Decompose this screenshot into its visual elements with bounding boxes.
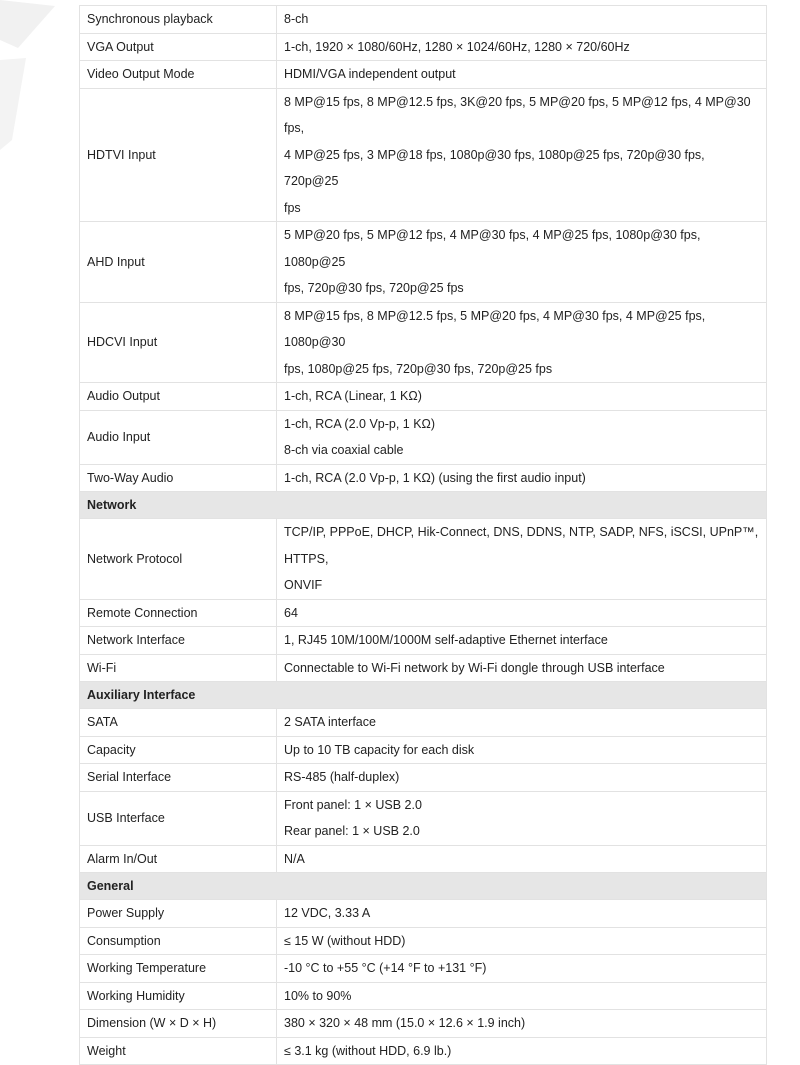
spec-value xyxy=(277,383,767,411)
spec-value xyxy=(277,654,767,682)
spec-value-line: 10% to 90% xyxy=(284,988,352,1003)
spec-label: Power Supply xyxy=(80,900,277,928)
spec-value xyxy=(277,764,767,792)
spec-value xyxy=(277,519,767,600)
spec-row xyxy=(80,61,767,89)
spec-value-line: TCP/IP, PPPoE, DHCP, Hik-Connect, DNS, DDNS, NTP, SADP, NFS, iSCSI, UPnP™, HTTPS, xyxy=(284,525,759,566)
spec-label: HDTVI Input xyxy=(80,88,277,222)
spec-row xyxy=(80,627,767,655)
spec-row xyxy=(80,88,767,222)
spec-row xyxy=(80,383,767,411)
spec-value xyxy=(277,791,767,845)
spec-value xyxy=(277,845,767,873)
spec-label: Working Temperature xyxy=(80,955,277,983)
spec-value xyxy=(277,736,767,764)
spec-label: Weight xyxy=(80,1037,277,1065)
spec-row xyxy=(80,982,767,1010)
spec-value-line: 12 VDC, 3.33 A xyxy=(284,906,371,920)
spec-label: Dimension (W × D × H) xyxy=(80,1010,277,1038)
spec-value-line: ≤ 3.1 kg (without HDD, 6.9 lb.) xyxy=(284,1043,452,1058)
spec-row xyxy=(80,33,767,61)
spec-row xyxy=(80,927,767,955)
spec-value-line: Up to 10 TB capacity for each disk xyxy=(284,742,475,757)
spec-value-line: ≤ 15 W (without HDD) xyxy=(284,933,406,948)
spec-label: Audio Output xyxy=(80,383,277,411)
spec-label: Video Output Mode xyxy=(80,61,277,89)
spec-row xyxy=(80,519,767,600)
spec-value-line: 5 MP@20 fps, 5 MP@12 fps, 4 MP@30 fps, 4 MP@25 fps, 1080p@30 fps, 1080p@25 xyxy=(284,228,701,269)
spec-row xyxy=(80,955,767,983)
spec-value-line: -10 °C to +55 °C (+14 °F to +131 °F) xyxy=(284,961,487,975)
spec-value xyxy=(277,927,767,955)
spec-value xyxy=(277,709,767,737)
spec-value xyxy=(277,33,767,61)
spec-label: Alarm In/Out xyxy=(80,845,277,873)
spec-label: Serial Interface xyxy=(80,764,277,792)
spec-value-line: 8-ch via coaxial cable xyxy=(284,443,404,457)
spec-value xyxy=(277,61,767,89)
spec-row xyxy=(80,900,767,928)
spec-label: Wi-Fi xyxy=(80,654,277,682)
spec-value-line: fps, 1080p@25 fps, 720p@30 fps, 720p@25 fps xyxy=(284,361,553,376)
spec-row xyxy=(80,6,767,34)
spec-value-line: 1, RJ45 10M/100M/1000M self-adaptive Ethernet interface xyxy=(284,633,608,647)
spec-row xyxy=(80,410,767,464)
spec-row xyxy=(80,791,767,845)
spec-row xyxy=(80,845,767,873)
section-header-row xyxy=(80,492,767,519)
spec-value-line: 64 xyxy=(284,605,298,620)
section-title: General xyxy=(80,873,767,900)
spec-value-line: 1-ch, RCA (Linear, 1 KΩ) xyxy=(284,389,422,403)
spec-row xyxy=(80,1037,767,1065)
spec-value-line: 2 SATA interface xyxy=(284,715,376,729)
spec-label: Remote Connection xyxy=(80,599,277,627)
spec-row xyxy=(80,1010,767,1038)
spec-label: VGA Output xyxy=(80,33,277,61)
spec-value xyxy=(277,599,767,627)
spec-value-line: 1-ch, RCA (2.0 Vp-p, 1 KΩ) (using the first audio input) xyxy=(284,470,586,485)
spec-table-body xyxy=(80,6,767,1065)
spec-label: Network Interface xyxy=(80,627,277,655)
spec-label: SATA xyxy=(80,709,277,737)
spec-value-line: Rear panel: 1 × USB 2.0 xyxy=(284,824,420,838)
spec-row xyxy=(80,709,767,737)
spec-value-line: HDMI/VGA independent output xyxy=(284,67,456,81)
spec-label: HDCVI Input xyxy=(80,302,277,383)
spec-row xyxy=(80,222,767,303)
spec-row xyxy=(80,654,767,682)
spec-value xyxy=(277,982,767,1010)
spec-value xyxy=(277,627,767,655)
spec-value-line: 380 × 320 × 48 mm (15.0 × 12.6 × 1.9 inch) xyxy=(284,1016,526,1030)
spec-value-line: 4 MP@25 fps, 3 MP@18 fps, 1080p@30 fps, 1080p@25 fps, 720p@30 fps, 720p@25 xyxy=(284,147,705,188)
spec-value-line: Connectable to Wi-Fi network by Wi-Fi dongle through USB interface xyxy=(284,660,665,675)
spec-value-line: fps xyxy=(284,200,301,215)
spec-value xyxy=(277,955,767,983)
spec-value-line: RS-485 (half-duplex) xyxy=(284,770,400,784)
spec-label: Two-Way Audio xyxy=(80,464,277,492)
spec-value-line: 1-ch, RCA (2.0 Vp-p, 1 KΩ) xyxy=(284,416,436,431)
section-header-row xyxy=(80,873,767,900)
spec-value xyxy=(277,302,767,383)
spec-value-line: 8 MP@15 fps, 8 MP@12.5 fps, 5 MP@20 fps, 4 MP@30 fps, 4 MP@25 fps, 1080p@30 xyxy=(284,308,706,349)
spec-value-line: N/A xyxy=(284,851,305,866)
spec-label: Network Protocol xyxy=(80,519,277,600)
spec-value xyxy=(277,6,767,34)
spec-value-line: Front panel: 1 × USB 2.0 xyxy=(284,797,422,812)
spec-label: Working Humidity xyxy=(80,982,277,1010)
spec-row xyxy=(80,464,767,492)
spec-row xyxy=(80,599,767,627)
spec-value-line: fps, 720p@30 fps, 720p@25 fps xyxy=(284,281,464,295)
spec-row xyxy=(80,764,767,792)
spec-label: Audio Input xyxy=(80,410,277,464)
spec-value-line: 1-ch, 1920 × 1080/60Hz, 1280 × 1024/60Hz, 1280 × 720/60Hz xyxy=(284,39,630,54)
spec-label: USB Interface xyxy=(80,791,277,845)
spec-value-line: 8-ch xyxy=(284,12,309,26)
spec-value xyxy=(277,1010,767,1038)
spec-value xyxy=(277,900,767,928)
spec-row xyxy=(80,302,767,383)
spec-value-line: 8 MP@15 fps, 8 MP@12.5 fps, 3K@20 fps, 5 MP@20 fps, 5 MP@12 fps, 4 MP@30 fps, xyxy=(284,94,751,135)
spec-value xyxy=(277,410,767,464)
spec-value xyxy=(277,88,767,222)
spec-label: Consumption xyxy=(80,927,277,955)
spec-label: Synchronous playback xyxy=(80,6,277,34)
spec-value-line: ONVIF xyxy=(284,578,323,592)
spec-label: Capacity xyxy=(80,736,277,764)
watermark-logo xyxy=(0,0,70,160)
spec-table xyxy=(79,5,767,1065)
section-title: Auxiliary Interface xyxy=(80,682,767,709)
section-title: Network xyxy=(80,492,767,519)
spec-label: AHD Input xyxy=(80,222,277,303)
section-header-row xyxy=(80,682,767,709)
spec-value xyxy=(277,1037,767,1065)
spec-value xyxy=(277,464,767,492)
spec-row xyxy=(80,736,767,764)
spec-value xyxy=(277,222,767,303)
